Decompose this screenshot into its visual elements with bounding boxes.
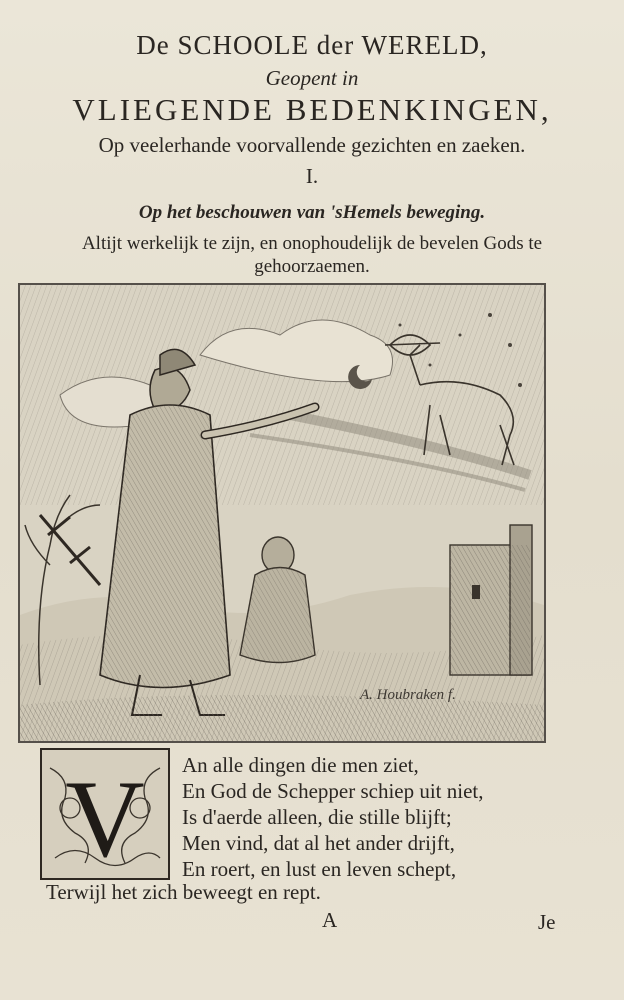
decorated-initial (40, 748, 170, 880)
castle (450, 525, 532, 675)
poem-line: En roert, en lust en leven schept, (182, 857, 457, 881)
initial-letter: V (65, 758, 145, 880)
catchword: Je (538, 910, 556, 934)
section-numeral: I. (305, 164, 319, 188)
poem-last-line: Terwijl het zich beweegt en rept. (46, 880, 321, 904)
title-line-2: Geopent in (265, 66, 359, 90)
signature-mark: A (322, 908, 338, 932)
engraving-plate (18, 283, 546, 743)
title-line-1: De SCHOOLE der WERELD, (136, 30, 488, 60)
engraving-illustration (20, 285, 544, 741)
poem-line: Is d'aerde alleen, die stille blijft; (182, 805, 452, 829)
engraver-signature: A. Houbraken f. (360, 687, 456, 703)
section-subtitle: Op het beschouwen van 'sHemels beweging. (138, 202, 486, 223)
poem-line: An alle dingen die men ziet, (182, 753, 419, 777)
poem-verse (182, 752, 484, 882)
title-line-4: Op veelerhande voorvallende gezichten en zaeken. (98, 133, 526, 157)
poem-line: Men vind, dat al het ander drijft, (182, 831, 455, 855)
motto: Altijt werkelijk te zijn, en onophoudelijk de bevelen Gods te gehoorzaemen. (81, 233, 543, 277)
poem-line: En God de Schepper schiep uit niet, (182, 779, 484, 803)
title-line-3: VLIEGENDE BEDENKINGEN, (72, 92, 552, 127)
